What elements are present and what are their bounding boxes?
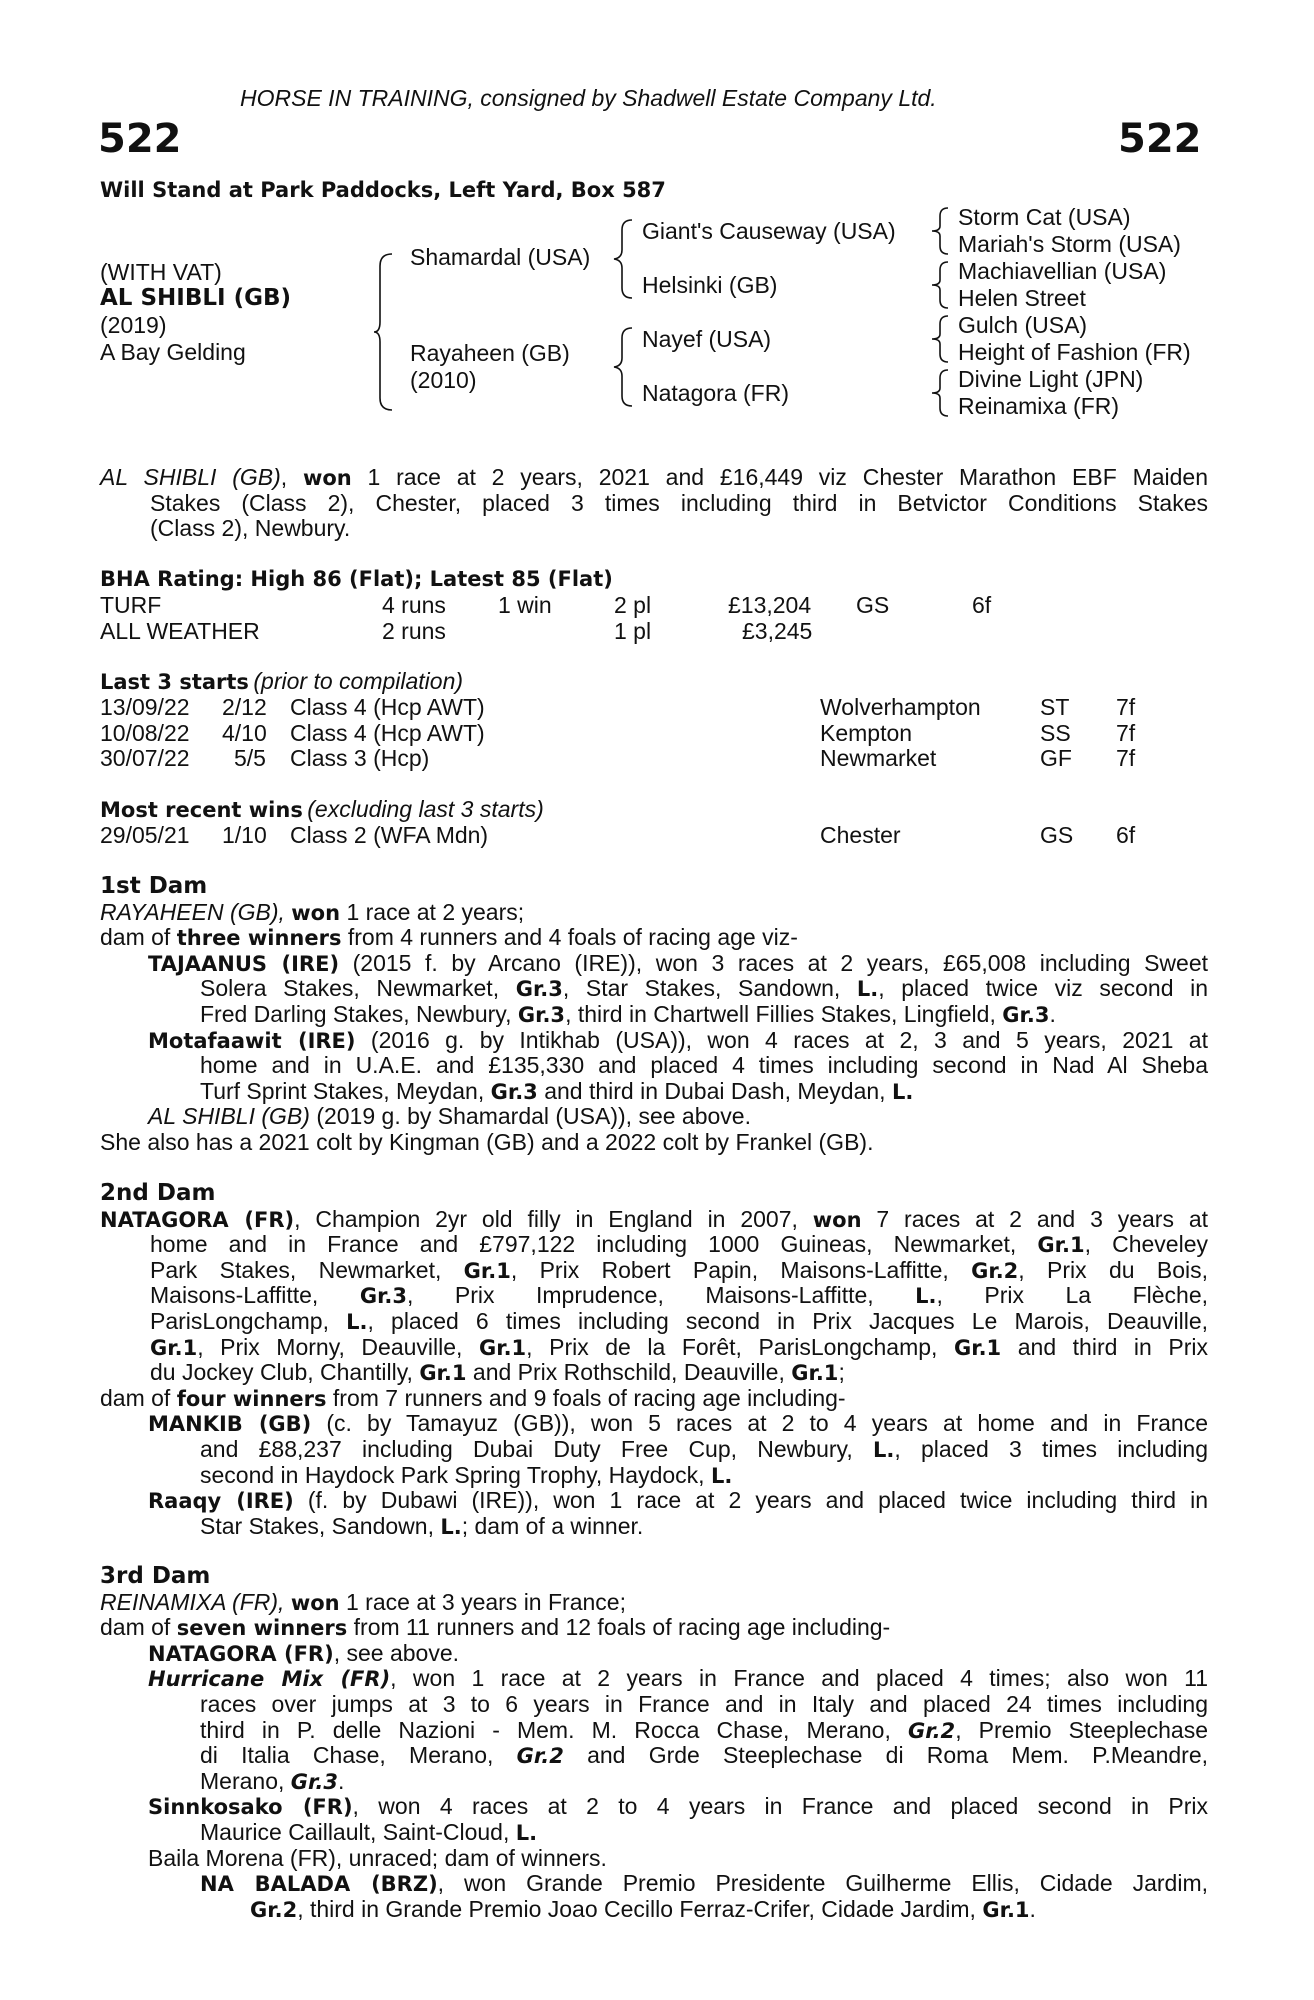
recent-wins-table <box>100 823 1208 849</box>
third-dam-section: 3rd Dam REINAMIXA (FR), won 1 race at 3 years in France; dam of seven winners from 11 runners and 12 foals of racing age including- NATAGORA (FR), see above. Hurricane Mix (FR), won 1 race at 2 years in France and placed 4 times; also won 11 races over jumps at 3 to 6 years in France and in Italy and placed 24 times including third in P. delle Nazioni - Mem. M. Rocca Chase, Merano, Gr.2, Premio Steeplechase di Italia Chase, Merano, Gr.2 and Grde Steeplechase di Roma Mem. P.Meandre, Merano, Gr.3. Sinnkosako (FR), won 4 races at 2 to 4 years in France and placed second in Prix Maurice Caillault, Saint-Cloud, L. Baila Morena (FR), unraced; dam of winners. NA BALADA (BRZ), won Grande Premio Presidente Guilherme Ellis, Cidade Jardim, Gr.2, third in Grande Premio Joao Cecillo Ferraz-Crifer, Cidade Jardim, Gr.1. <box>100 1563 1209 1922</box>
pedigree-brace-ss <box>930 206 950 256</box>
pedigree-dds: Divine Light (JPN) <box>958 366 1144 392</box>
rating-row-turf: TURF 4 runs 1 win 2 pl £13,204 GS 6f <box>100 592 992 618</box>
pedigree-brace-ds <box>930 314 950 364</box>
pedigree-dsd: Height of Fashion (FR) <box>958 339 1191 365</box>
last-starts-table <box>100 695 1208 772</box>
consignor-line: HORSE IN TRAINING, consigned by Shadwell Estate Company Ltd. <box>240 85 937 111</box>
pedigree-sds: Machiavellian (USA) <box>958 258 1167 284</box>
horse-name: AL SHIBLI (GB) <box>100 285 292 311</box>
pedigree-ssd: Mariah's Storm (USA) <box>958 231 1181 257</box>
pedigree-brace-main <box>372 252 394 412</box>
start-row: 30/07/22 5/5 Class 3 (Hcp) Newmarket GF 7f <box>100 745 1136 772</box>
pedigree-brace-sd <box>930 260 950 310</box>
vat-note: (WITH VAT) <box>100 259 222 285</box>
pedigree-dam-dam: Natagora (FR) <box>642 380 789 406</box>
rating-table <box>100 593 1208 644</box>
summary-horse-name: AL SHIBLI (GB) <box>100 464 281 490</box>
pedigree-dss: Gulch (USA) <box>958 312 1088 338</box>
bha-rating: BHA Rating: High 86 (Flat); Latest 85 (Flat) <box>100 567 613 591</box>
rating-row-all-weather: ALL WEATHER 2 runs 1 pl £3,245 <box>100 617 813 644</box>
pedigree-dam-year: (2010) <box>410 367 477 393</box>
pedigree-sire-sire: Giant's Causeway (USA) <box>642 218 896 244</box>
stabling-line: Will Stand at Park Paddocks, Left Yard, Box 587 <box>100 178 666 202</box>
pedigree-sss: Storm Cat (USA) <box>958 204 1131 230</box>
second-dam-section: 2nd Dam NATAGORA (FR), Champion 2yr old filly in England in 2007, won 7 races at 2 and 3 years at home and in France and £797,122 including 1000 Guineas, Newmarket, Gr.1, Cheveley Park Stakes, Newmarket, Gr.1, Prix Robert Papin, Maisons-Laffitte, Gr.2, Prix du Bois, Maisons-Laffitte, Gr.3, Prix Imprudence, Maisons-Laffitte, L., Prix La Flèche, ParisLongchamp, L., placed 6 times including second in Prix Jacques Le Marois, Deauville, Gr.1, Prix Morny, Deauville, Gr.1, Prix de la Forêt, ParisLongchamp, Gr.1 and third in Prix du Jockey Club, Chantilly, Gr.1 and Prix Rothschild, Deauville, Gr.1; dam of four winners from 7 runners and 9 foals of racing age including- MANKIB (GB) (c. by Tamayuz (GB)), won 5 races at 2 to 4 years at home and in France and £88,237 including Dubai Duty Free Cup, Newbury, L., placed 3 times including second in Haydock Park Spring Trophy, Haydock, L. Raaqy (IRE) (f. by Dubawi (IRE)), won 1 race at 2 years and placed twice including third in Star Stakes, Sandown, L.; dam of a winner. <box>100 1180 1209 1539</box>
start-row: 10/08/22 4/10 Class 4 (Hcp AWT) Kempton SS 7f <box>100 719 1136 746</box>
pedigree-dam-sire: Nayef (USA) <box>642 326 772 352</box>
horse-year: (2019) <box>100 312 167 338</box>
recent-wins-heading: Most recent wins (excluding last 3 starts) <box>100 796 544 822</box>
last-starts-heading: Last 3 starts (prior to compilation) <box>100 668 464 694</box>
horse-description: A Bay Gelding <box>100 339 246 365</box>
pedigree-sire: Shamardal (USA) <box>410 244 591 270</box>
pedigree-sire-dam: Helsinki (GB) <box>642 272 778 298</box>
start-row: 13/09/22 2/12 Class 4 (Hcp AWT) Wolverhampton ST 7f <box>100 694 1136 720</box>
pedigree-sdd: Helen Street <box>958 285 1086 311</box>
first-dam-section: 1st Dam RAYAHEEN (GB), won 1 race at 2 years; dam of three winners from 4 runners and 4 foals of racing age viz- TAJAANUS (IRE) (2015 f. by Arcano (IRE)), won 3 races at 2 years, £65,008 including Sweet Solera Stakes, Newmarket, Gr.3, Star Stakes, Sandown, L., placed twice viz second in Fred Darling Stakes, Newbury, Gr.3, third in Chartwell Fillies Stakes, Lingfield, Gr.3. Motafaawit (IRE) (2016 g. by Intikhab (USA)), won 4 races at 2, 3 and 5 years, 2021 at home and in U.A.E. and £135,330 and placed 4 times including second in Nad Al Sheba Turf Sprint Stakes, Meydan, Gr.3 and third in Dubai Dash, Meydan, L. AL SHIBLI (GB) (2019 g. by Shamardal (USA)), see above. She also has a 2021 colt by Kingman (GB) and a 2022 colt by Frankel (GB). <box>100 873 1209 1155</box>
lot-number-right: 522 <box>1118 116 1202 162</box>
pedigree-brace-dam <box>612 326 634 408</box>
race-summary: AL SHIBLI (GB), won 1 race at 2 years, 2021 and £16,449 viz Chester Marathon EBF Maiden Stakes (Class 2), Chester, placed 3 times including third in Betvictor Conditions Stakes (Class 2), Newbury. <box>100 464 1209 542</box>
lot-number-left: 522 <box>98 116 182 162</box>
pedigree-dam: Rayaheen (GB) <box>410 340 570 366</box>
win-row: 29/05/21 1/10 Class 2 (WFA Mdn) Chester GS 6f <box>100 822 1136 848</box>
pedigree-brace-dd <box>930 368 950 418</box>
pedigree-brace-sire <box>612 218 634 300</box>
pedigree-ddd: Reinamixa (FR) <box>958 393 1120 419</box>
